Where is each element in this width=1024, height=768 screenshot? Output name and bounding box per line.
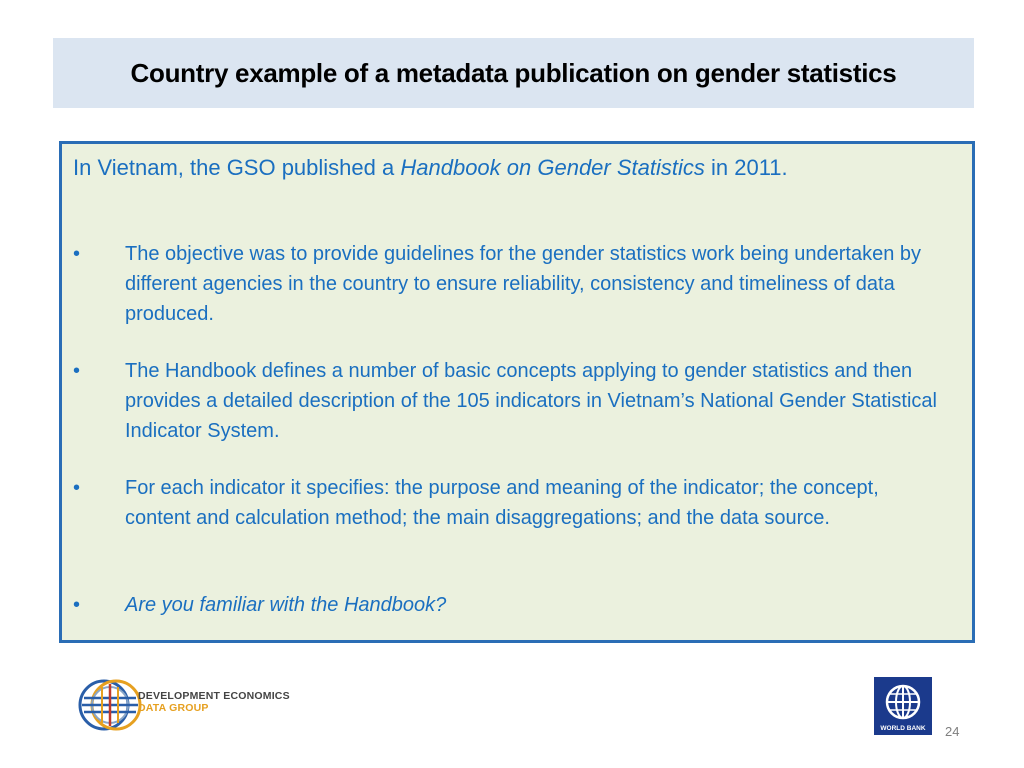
bullet-text: For each indicator it specifies: the purpose and meaning of the indicator; the concept, content and calculation method; the main disaggregations; and the data source.	[125, 477, 879, 529]
title-bar	[53, 38, 974, 108]
bullet-dot: •	[73, 243, 81, 265]
intro-suffix: in 2011.	[704, 155, 788, 180]
intro-prefix: In Vietnam, the GSO published a	[73, 155, 401, 180]
bullet-text: Are you familiar with the Handbook?	[125, 594, 447, 616]
bullet-text: The Handbook defines a number of basic concepts applying to gender statistics and then provides a detailed description of the 105 indicators in Vietnam’s National Gender Statistical Indicator System.	[125, 360, 937, 442]
intro-paragraph	[73, 152, 953, 184]
intro-handbook-title: Handbook on Gender Statistics	[400, 155, 705, 180]
content-box	[59, 141, 975, 643]
world-bank-label: WORLD BANK	[880, 725, 926, 732]
bullet-dot: •	[73, 477, 81, 499]
world-bank-logo	[874, 677, 932, 735]
bullet-text: The objective was to provide guidelines for the gender statistics work being undertaken by different agencies in the country to ensure reliability, consistency and timeliness of data produced.	[125, 243, 922, 325]
bullet-dot: •	[73, 594, 81, 616]
dedg-line2: DATA GROUP	[138, 702, 209, 714]
dedg-line1: DEVELOPMENT ECONOMICS	[138, 690, 290, 702]
dedg-logo-text	[138, 690, 290, 714]
slide-title: Country example of a metadata publication on gender statistics	[130, 57, 897, 88]
bullet-dot: •	[73, 360, 81, 382]
page-number: 24	[945, 724, 960, 739]
